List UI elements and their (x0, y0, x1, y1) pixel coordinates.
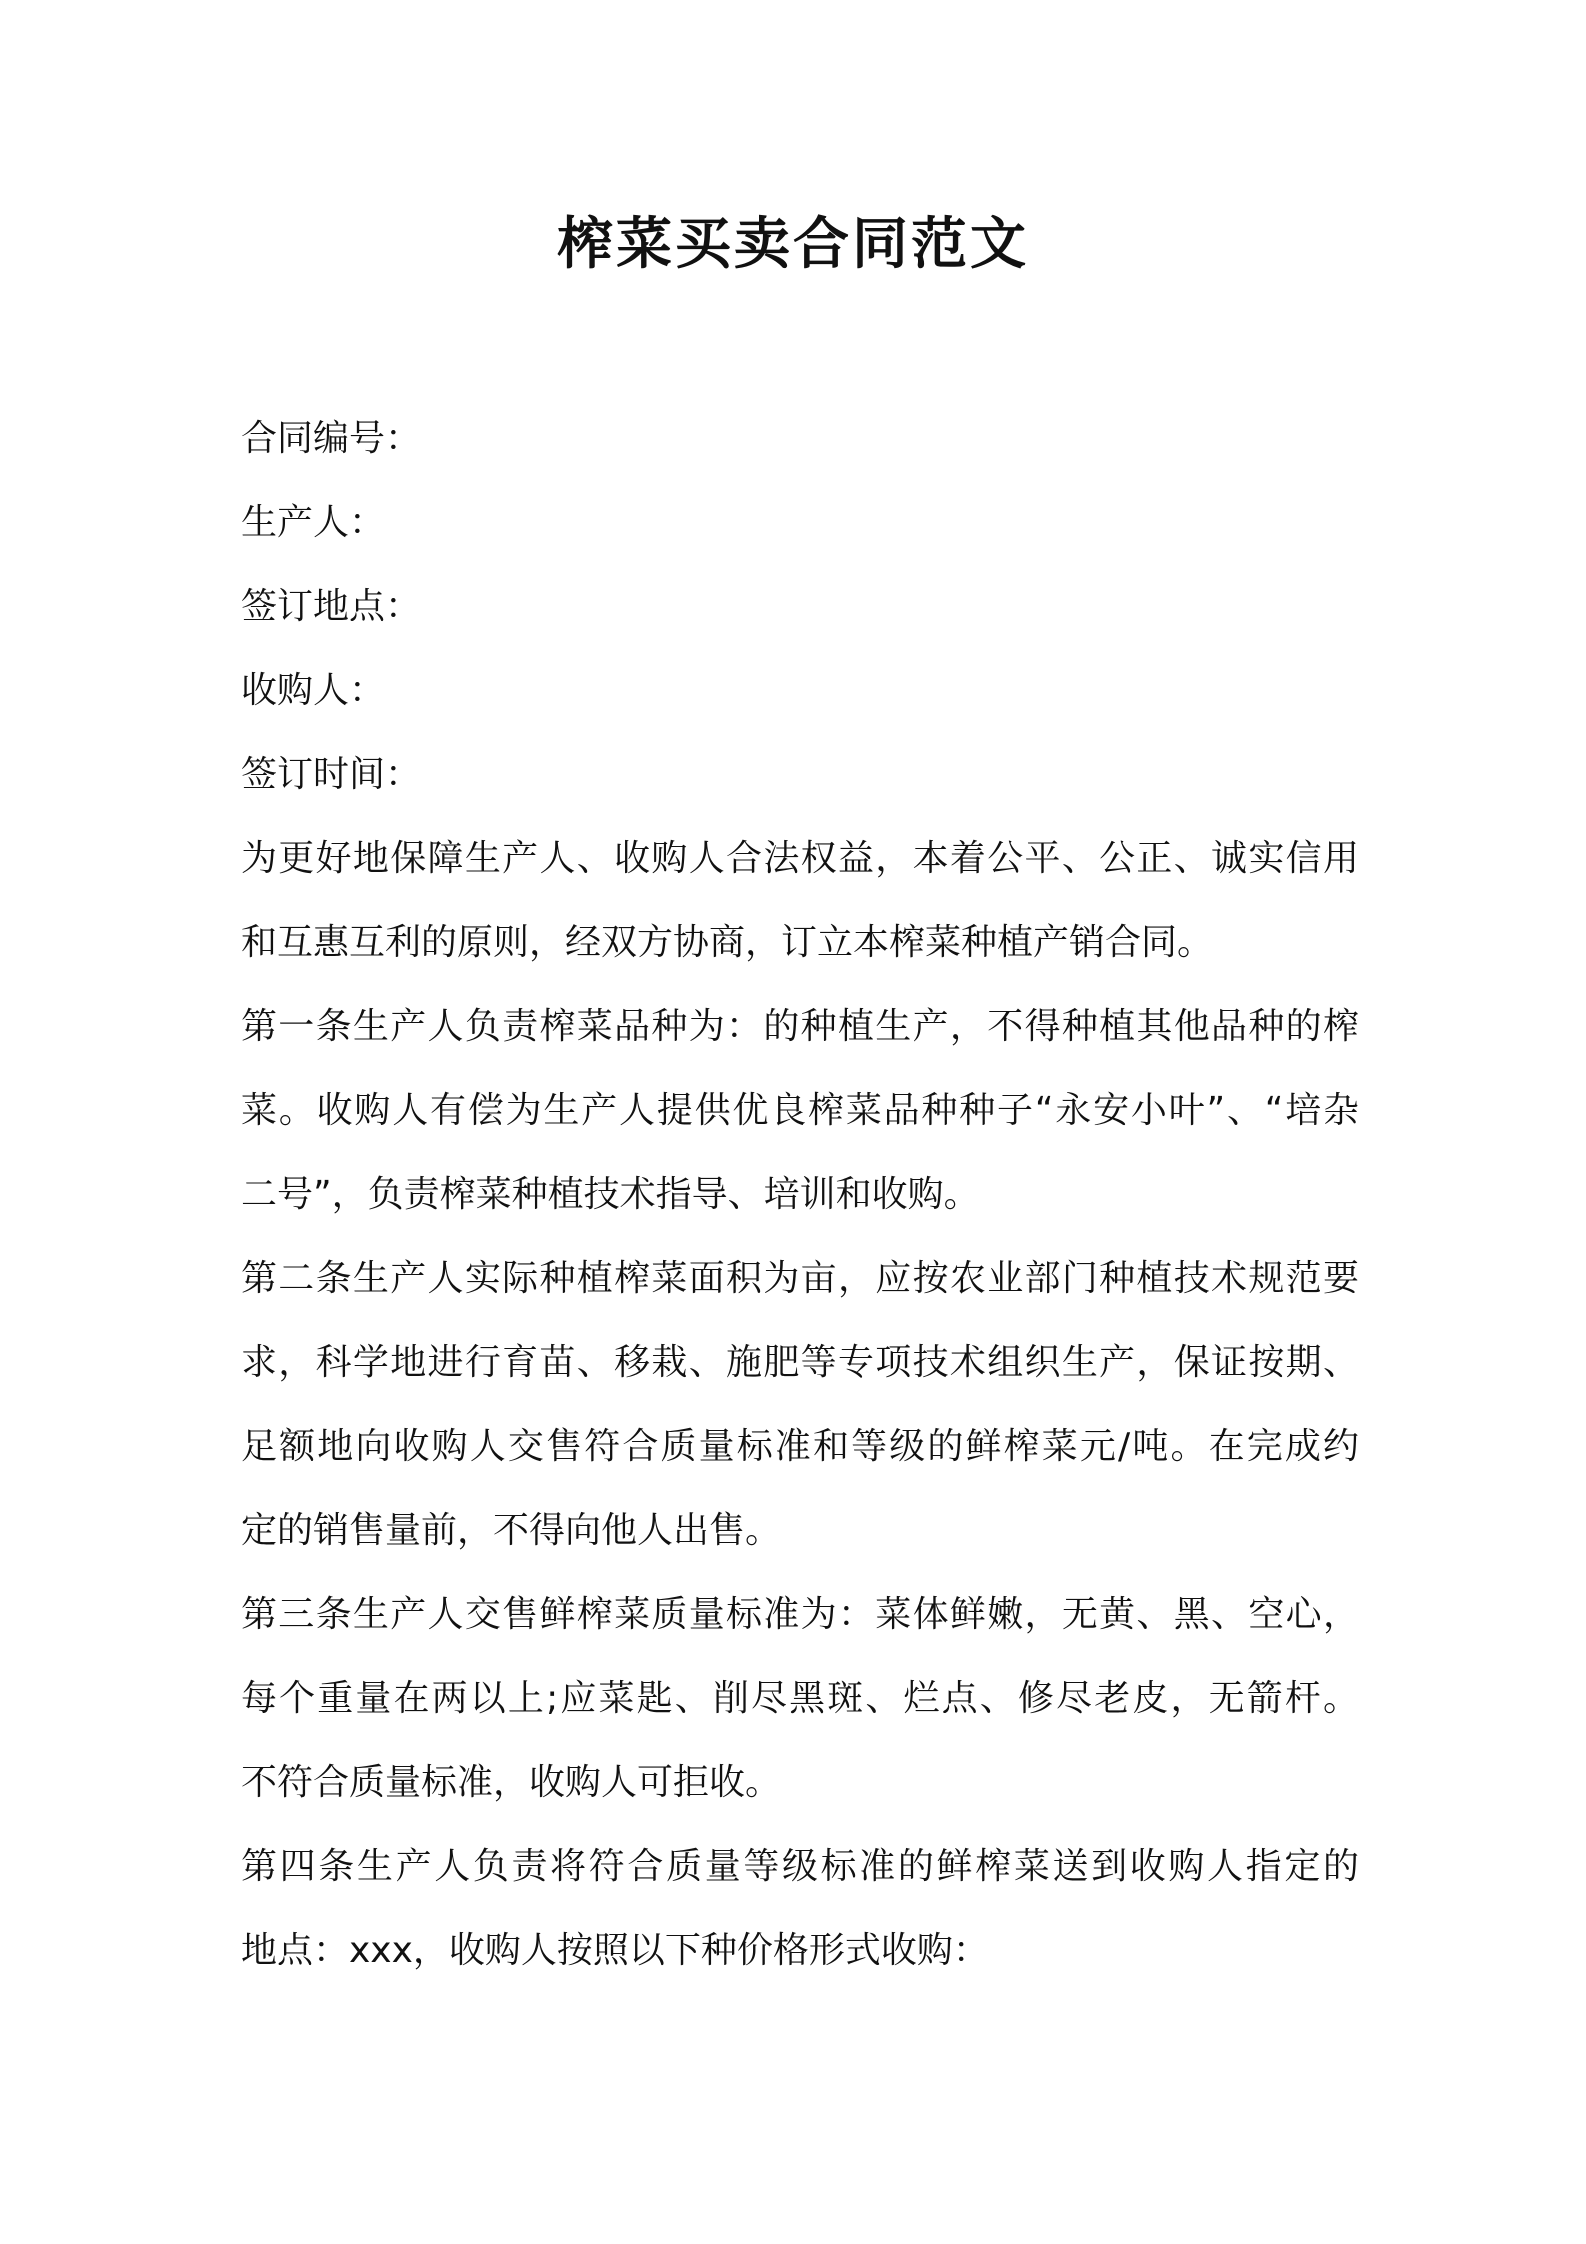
document-body (241, 397, 1359, 1993)
article-4-line: 第四条生产人负责将符合质量等级标准的鲜榨菜送到收购人指定的 (241, 1846, 1359, 1887)
field-purchaser: 收购人： (241, 670, 386, 711)
article-3-line: 每个重量在两以上;应菜匙、削尽黑斑、烂点、修尽老皮，无箭杆。 (241, 1678, 1359, 1719)
preamble-line: 为更好地保障生产人、收购人合法权益，本着公平、公正、诚实信用 (241, 838, 1359, 879)
article-3-line: 第三条生产人交售鲜榨菜质量标准为：菜体鲜嫩，无黄、黑、空心， (241, 1594, 1359, 1635)
article-1-line: 二号”，负责榨菜种植技术指导、培训和收购。 (241, 1174, 980, 1215)
article-2-line: 求，科学地进行育苗、移栽、施肥等专项技术组织生产，保证按期、 (241, 1342, 1359, 1383)
article-3-line: 不符合质量标准，收购人可拒收。 (241, 1762, 782, 1803)
article-1-line: 第一条生产人负责榨菜品种为：的种植生产，不得种植其他品种的榨 (241, 1006, 1359, 1047)
preamble-line: 和互惠互利的原则，经双方协商，订立本榨菜种植产销合同。 (241, 922, 1214, 963)
article-4-line: 地点：xxx，收购人按照以下种价格形式收购： (241, 1930, 989, 1971)
article-1-line: 菜。收购人有偿为生产人提供优良榨菜品种种子“永安小叶”、“培杂 (241, 1090, 1359, 1131)
document-title: 榨菜买卖合同范文 (557, 212, 1029, 277)
field-contract-number: 合同编号： (241, 418, 422, 459)
article-2-line: 足额地向收购人交售符合质量标准和等级的鲜榨菜元/吨。在完成约 (241, 1426, 1359, 1467)
field-signing-place: 签订地点： (241, 586, 422, 627)
article-2-line: 定的销售量前，不得向他人出售。 (241, 1510, 782, 1551)
article-2-line: 第二条生产人实际种植榨菜面积为亩，应按农业部门种植技术规范要 (241, 1258, 1359, 1299)
field-producer: 生产人： (241, 502, 386, 543)
field-signing-time: 签订时间： (241, 754, 422, 795)
